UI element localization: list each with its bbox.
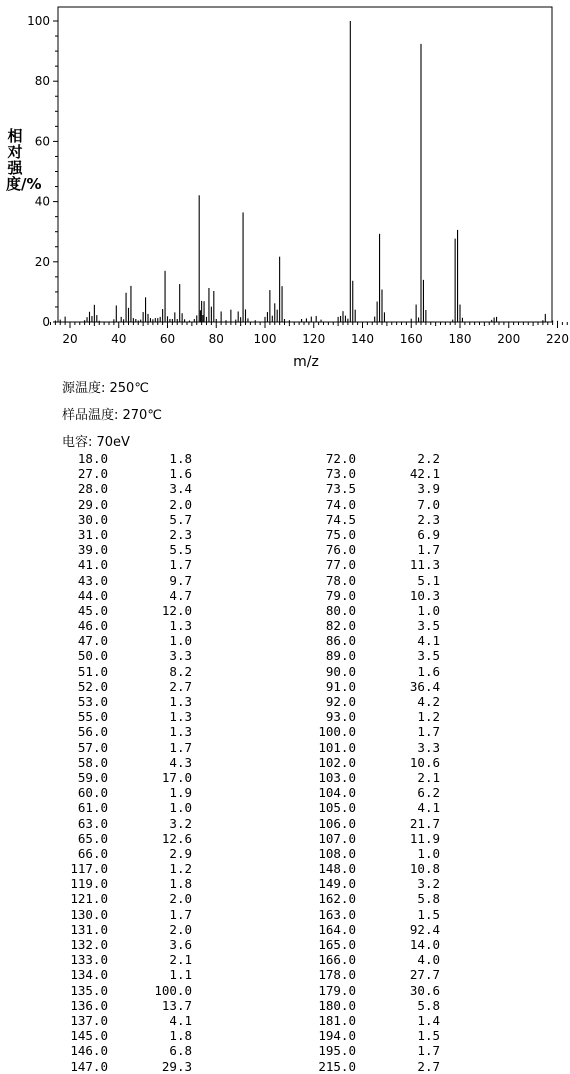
intensity-value: 2.2 [417, 451, 440, 466]
intensity-value: 1.3 [169, 724, 192, 740]
intensity-value: 4.3 [169, 754, 192, 770]
mz-value: 130.0 [70, 906, 108, 922]
intensity-value: 3.4 [169, 481, 192, 497]
mz-value: 178.0 [318, 967, 356, 983]
mz-value: 134.0 [70, 967, 108, 983]
intensity-value: 1.7 [169, 906, 192, 922]
table-row [68, 603, 208, 618]
mz-value: 89.0 [325, 648, 356, 664]
table-row [68, 679, 208, 694]
mz-value: 76.0 [325, 542, 356, 558]
mz-value: 52.0 [77, 678, 108, 694]
mz-value: 90.0 [325, 663, 356, 679]
mz-value: 80.0 [325, 602, 356, 618]
table-row [316, 709, 456, 724]
mz-value: 29.0 [77, 496, 108, 512]
table-row [316, 1013, 456, 1028]
intensity-value: 2.1 [417, 769, 440, 785]
mz-value: 86.0 [325, 633, 356, 649]
mz-value: 163.0 [318, 906, 356, 922]
intensity-value: 3.2 [417, 876, 440, 892]
intensity-value: 17.0 [161, 769, 192, 785]
table-row [316, 1043, 456, 1058]
mz-value: 30.0 [77, 511, 108, 527]
intensity-value: 3.3 [417, 739, 440, 755]
intensity-value: 10.6 [409, 754, 440, 770]
mz-value: 179.0 [318, 982, 356, 998]
mz-value: 74.0 [325, 496, 356, 512]
table-row [316, 724, 456, 739]
table-row [316, 618, 456, 633]
mz-value: 39.0 [77, 542, 108, 558]
table-row [316, 907, 456, 922]
table-row [68, 1059, 208, 1074]
intensity-value: 1.7 [169, 557, 192, 573]
mz-value: 59.0 [77, 769, 108, 785]
mz-value: 215.0 [318, 1058, 356, 1074]
mz-value: 78.0 [325, 572, 356, 588]
x-tick-label: 160 [399, 332, 423, 346]
intensity-value: 2.7 [417, 1058, 440, 1074]
table-row [68, 907, 208, 922]
mz-value: 91.0 [325, 678, 356, 694]
intensity-value: 6.8 [169, 1043, 192, 1059]
sample-temperature: 样品温度: 270℃ [62, 408, 162, 423]
table-row [68, 831, 208, 846]
table-row [316, 800, 456, 815]
intensity-value: 1.2 [169, 861, 192, 877]
y-tick-label: 40 [34, 194, 50, 209]
intensity-value: 3.3 [169, 648, 192, 664]
peak-table-left [68, 451, 208, 1074]
mz-value: 74.5 [325, 511, 356, 527]
mz-value: 131.0 [70, 921, 108, 937]
mz-value: 146.0 [70, 1043, 108, 1059]
table-row [68, 497, 208, 512]
source-temperature: 源温度: 250℃ [62, 381, 149, 396]
mz-value: 63.0 [77, 815, 108, 831]
intensity-value: 6.9 [417, 526, 440, 542]
mz-value: 46.0 [77, 618, 108, 634]
intensity-value: 2.9 [169, 845, 192, 861]
mz-value: 41.0 [77, 557, 108, 573]
x-tick-label: 140 [351, 332, 374, 346]
intensity-value: 2.3 [169, 526, 192, 542]
intensity-value: 1.4 [417, 1012, 440, 1028]
mz-value: 121.0 [70, 891, 108, 907]
table-row [316, 816, 456, 831]
table-row [68, 922, 208, 937]
y-tick-label: 60 [34, 134, 50, 149]
table-row [316, 679, 456, 694]
table-row [68, 466, 208, 481]
table-row [316, 527, 456, 542]
table-row [68, 891, 208, 906]
intensity-value: 1.3 [169, 709, 192, 725]
intensity-value: 5.5 [169, 542, 192, 558]
table-row [68, 618, 208, 633]
mz-value: 180.0 [318, 997, 356, 1013]
intensity-value: 3.2 [169, 815, 192, 831]
mz-value: 165.0 [318, 937, 356, 952]
table-row [316, 755, 456, 770]
intensity-value: 11.3 [409, 557, 440, 573]
intensity-value: 9.7 [169, 572, 192, 588]
x-tick-label: 80 [208, 332, 224, 346]
table-row [68, 709, 208, 724]
mz-value: 65.0 [77, 830, 108, 846]
x-tick-label: 180 [448, 332, 472, 346]
intensity-value: 3.9 [417, 481, 440, 497]
mz-value: 45.0 [77, 602, 108, 618]
table-row [68, 952, 208, 967]
intensity-value: 1.8 [169, 1028, 192, 1044]
table-row [68, 937, 208, 952]
table-row [316, 694, 456, 709]
table-row [316, 740, 456, 755]
table-row [316, 967, 456, 982]
plot-frame [58, 7, 552, 322]
table-row [316, 512, 456, 527]
table-row [316, 648, 456, 663]
intensity-value: 12.0 [161, 602, 192, 618]
table-row [68, 664, 208, 679]
x-tick-label: 220 [546, 332, 569, 346]
mz-value: 61.0 [77, 800, 108, 816]
intensity-value: 3.6 [169, 937, 192, 952]
table-row [68, 876, 208, 891]
mz-value: 57.0 [77, 739, 108, 755]
ionization-voltage: 电容: 70eV [62, 435, 130, 450]
intensity-value: 7.0 [417, 496, 440, 512]
intensity-value: 1.5 [417, 906, 440, 922]
table-row [316, 588, 456, 603]
table-row [316, 1028, 456, 1043]
table-row [316, 983, 456, 998]
intensity-value: 1.3 [169, 694, 192, 709]
x-axis-title: m/z [293, 354, 319, 370]
intensity-value: 13.7 [161, 997, 192, 1013]
intensity-value: 10.8 [409, 861, 440, 877]
intensity-value: 1.0 [417, 845, 440, 861]
mz-value: 107.0 [318, 830, 356, 846]
intensity-value: 1.3 [169, 618, 192, 634]
intensity-value: 2.0 [169, 496, 192, 512]
intensity-value: 1.7 [417, 542, 440, 558]
table-row [316, 497, 456, 512]
mz-value: 147.0 [70, 1058, 108, 1074]
mz-value: 162.0 [318, 891, 356, 907]
mz-value: 148.0 [318, 861, 356, 877]
table-row [316, 846, 456, 861]
mz-value: 136.0 [70, 997, 108, 1013]
intensity-value: 4.0 [417, 952, 440, 968]
mz-value: 56.0 [77, 724, 108, 740]
intensity-value: 11.9 [409, 830, 440, 846]
intensity-value: 29.3 [161, 1058, 192, 1074]
table-row [68, 846, 208, 861]
intensity-value: 1.5 [417, 1028, 440, 1044]
intensity-value: 6.2 [417, 785, 440, 801]
intensity-value: 4.2 [417, 694, 440, 709]
table-row [316, 891, 456, 906]
table-row [68, 770, 208, 785]
table-row [316, 542, 456, 557]
mz-value: 75.0 [325, 526, 356, 542]
table-row [68, 861, 208, 876]
table-row [316, 952, 456, 967]
table-row [316, 861, 456, 876]
table-row [316, 603, 456, 618]
mz-value: 44.0 [77, 587, 108, 603]
mz-value: 58.0 [77, 754, 108, 770]
intensity-value: 1.7 [169, 739, 192, 755]
mz-value: 164.0 [318, 921, 356, 937]
mz-value: 101.0 [318, 739, 356, 755]
mz-value: 108.0 [318, 845, 356, 861]
intensity-value: 1.7 [417, 1043, 440, 1059]
intensity-value: 2.3 [417, 511, 440, 527]
intensity-value: 4.1 [417, 633, 440, 649]
intensity-value: 1.0 [169, 800, 192, 816]
table-row [68, 816, 208, 831]
mz-value: 166.0 [318, 952, 356, 968]
mz-value: 50.0 [77, 648, 108, 664]
spectrum-bars [55, 21, 570, 322]
intensity-value: 36.4 [409, 678, 440, 694]
intensity-value: 2.7 [169, 678, 192, 694]
intensity-value: 4.7 [169, 587, 192, 603]
y-tick-label: 100 [27, 14, 50, 28]
intensity-value: 4.1 [169, 1012, 192, 1028]
table-row [316, 937, 456, 952]
table-row [68, 573, 208, 588]
intensity-value: 2.0 [169, 891, 192, 907]
intensity-value: 14.0 [409, 937, 440, 952]
intensity-value: 12.6 [161, 830, 192, 846]
table-row [68, 983, 208, 998]
mz-value: 93.0 [325, 709, 356, 725]
table-row [68, 800, 208, 815]
y-axis-title: 相对强度/% [6, 127, 42, 193]
mz-value: 31.0 [77, 526, 108, 542]
table-row [316, 664, 456, 679]
intensity-value: 21.7 [409, 815, 440, 831]
table-row [316, 1059, 456, 1074]
intensity-value: 4.1 [417, 800, 440, 816]
table-row [68, 481, 208, 496]
x-tick-label: 120 [302, 332, 326, 346]
intensity-value: 1.6 [417, 663, 440, 679]
intensity-value: 5.7 [169, 511, 192, 527]
mz-value: 137.0 [70, 1012, 108, 1028]
mz-value: 77.0 [325, 557, 356, 573]
mz-value: 181.0 [318, 1012, 356, 1028]
mz-value: 104.0 [318, 785, 356, 801]
table-row [316, 481, 456, 496]
mz-value: 119.0 [70, 876, 108, 892]
intensity-value: 5.8 [417, 997, 440, 1013]
axes [27, 7, 570, 346]
x-tick-label: 200 [497, 332, 521, 346]
mz-value: 47.0 [77, 633, 108, 649]
table-row [316, 922, 456, 937]
intensity-value: 1.0 [169, 633, 192, 649]
mz-value: 194.0 [318, 1028, 356, 1044]
table-row [316, 466, 456, 481]
table-row [68, 542, 208, 557]
mz-value: 103.0 [318, 769, 356, 785]
mz-value: 73.0 [325, 466, 356, 482]
intensity-value: 1.2 [417, 709, 440, 725]
mz-value: 135.0 [70, 982, 108, 998]
mz-value: 195.0 [318, 1043, 356, 1059]
y-tick-label: 80 [34, 74, 50, 89]
table-row [68, 755, 208, 770]
mz-value: 102.0 [318, 754, 356, 770]
mz-value: 53.0 [77, 694, 108, 709]
mz-value: 132.0 [70, 937, 108, 952]
table-row [316, 573, 456, 588]
peak-table-right [316, 451, 456, 1074]
table-row [68, 967, 208, 982]
table-row [316, 557, 456, 572]
mz-value: 28.0 [77, 481, 108, 497]
x-tick-label: 20 [62, 332, 78, 346]
table-row [316, 876, 456, 891]
intensity-value: 5.1 [417, 572, 440, 588]
table-row [68, 785, 208, 800]
intensity-value: 1.8 [169, 876, 192, 892]
table-row [68, 694, 208, 709]
mz-value: 145.0 [70, 1028, 108, 1044]
table-row [68, 588, 208, 603]
intensity-value: 1.6 [169, 466, 192, 482]
y-tick-label: 0 [42, 315, 50, 329]
mz-value: 100.0 [318, 724, 356, 740]
x-tick-label: 100 [253, 332, 277, 346]
intensity-value: 30.6 [409, 982, 440, 998]
intensity-value: 3.5 [417, 648, 440, 664]
intensity-value: 100.0 [154, 982, 192, 998]
intensity-value: 5.8 [417, 891, 440, 907]
mz-value: 117.0 [70, 861, 108, 877]
intensity-value: 1.0 [417, 602, 440, 618]
mz-value: 60.0 [77, 785, 108, 801]
intensity-value: 1.8 [169, 451, 192, 466]
mz-value: 106.0 [318, 815, 356, 831]
intensity-value: 1.9 [169, 785, 192, 801]
table-row [68, 451, 208, 466]
mz-value: 43.0 [77, 572, 108, 588]
mz-value: 18.0 [77, 451, 108, 466]
x-tick-label: 60 [159, 332, 176, 346]
intensity-value: 1.1 [169, 967, 192, 983]
intensity-value: 27.7 [409, 967, 440, 983]
table-row [68, 648, 208, 663]
intensity-value: 3.5 [417, 618, 440, 634]
table-row [68, 998, 208, 1013]
mz-value: 82.0 [325, 618, 356, 634]
intensity-value: 92.4 [409, 921, 440, 937]
mz-value: 105.0 [318, 800, 356, 816]
table-row [68, 512, 208, 527]
table-row [68, 740, 208, 755]
mz-value: 27.0 [77, 466, 108, 482]
table-row [316, 998, 456, 1013]
table-row [68, 1013, 208, 1028]
table-row [68, 1043, 208, 1058]
table-row [68, 1028, 208, 1043]
table-row [68, 527, 208, 542]
intensity-value: 2.1 [169, 952, 192, 968]
intensity-value: 8.2 [169, 663, 192, 679]
table-row [68, 724, 208, 739]
mz-value: 73.5 [325, 481, 356, 497]
mz-value: 51.0 [77, 663, 108, 679]
y-tick-label: 20 [34, 254, 50, 269]
table-row [316, 831, 456, 846]
x-tick-label: 40 [111, 332, 127, 346]
intensity-value: 2.0 [169, 921, 192, 937]
mz-value: 72.0 [325, 451, 356, 466]
table-row [316, 770, 456, 785]
mz-value: 133.0 [70, 952, 108, 968]
table-row [316, 451, 456, 466]
mz-value: 66.0 [77, 845, 108, 861]
table-row [316, 785, 456, 800]
mz-value: 55.0 [77, 709, 108, 725]
table-row [68, 633, 208, 648]
mz-value: 92.0 [325, 694, 356, 709]
mz-value: 149.0 [318, 876, 356, 892]
intensity-value: 10.3 [409, 587, 440, 603]
mass-spectrum-chart [0, 0, 570, 380]
intensity-value: 42.1 [409, 466, 440, 482]
intensity-value: 1.7 [417, 724, 440, 740]
table-row [68, 557, 208, 572]
table-row [316, 633, 456, 648]
mz-value: 79.0 [325, 587, 356, 603]
